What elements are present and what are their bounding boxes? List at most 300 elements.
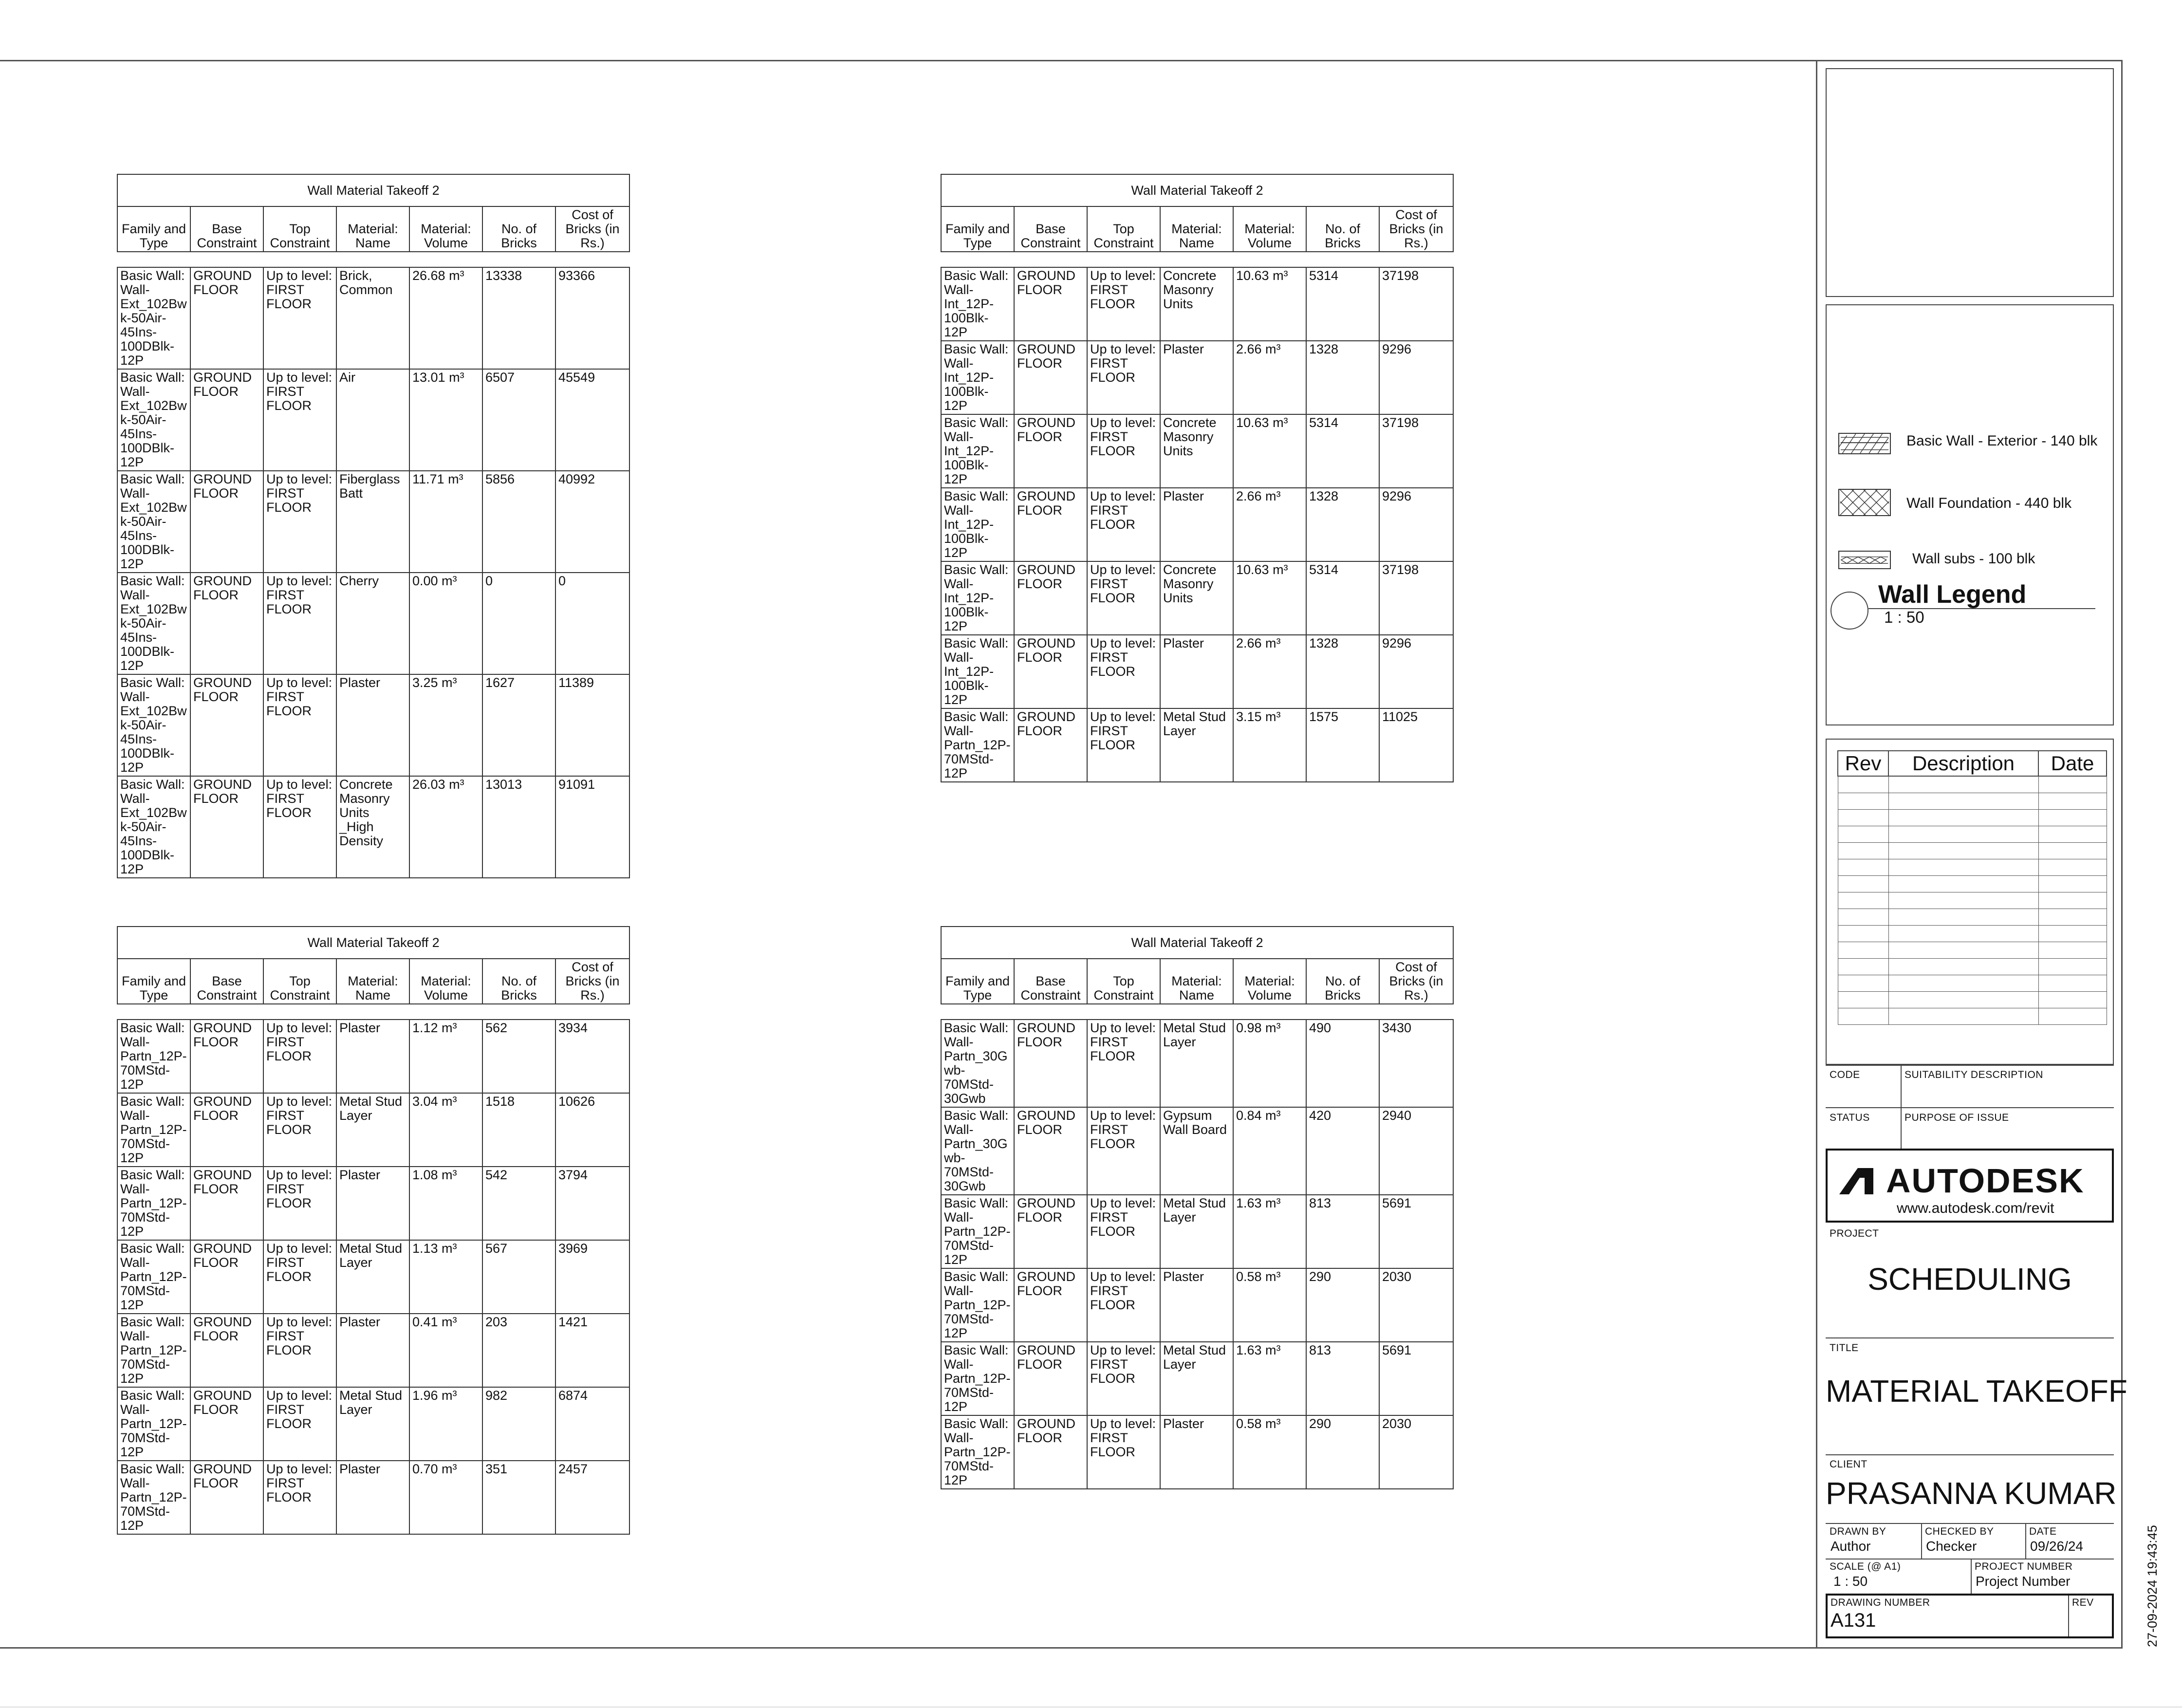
table-cell: Plaster [336, 1314, 409, 1387]
column-header: Family and Type [941, 959, 1014, 1004]
table-cell: 2.66 m³ [1233, 635, 1306, 708]
table-cell: 1.96 m³ [409, 1387, 482, 1461]
rev-column-header: Rev [1838, 751, 1888, 776]
column-header: Base Constraint [1014, 959, 1087, 1004]
table-cell: GROUND FLOOR [190, 776, 263, 878]
table-cell: Basic Wall: Wall-Partn_12P-70MStd-12P [941, 1342, 1014, 1415]
table-cell: 1328 [1306, 341, 1379, 414]
date-label: DATE [2029, 1526, 2057, 1537]
table-cell: 5691 [1379, 1195, 1453, 1268]
revision-row [1838, 776, 2107, 793]
table-row [941, 1195, 1453, 1268]
column-header: Material: Volume [1233, 206, 1306, 252]
rev-cell [1838, 776, 1888, 793]
table-cell: Basic Wall: Wall-Partn_12P-70MStd-12P [117, 1387, 190, 1461]
sheet-edge-line [0, 1707, 2182, 1708]
table-cell: Up to level: FIRST FLOOR [1087, 708, 1160, 782]
table-cell: GROUND FLOOR [1014, 708, 1087, 782]
table-cell: Fiberglass Batt [336, 471, 409, 573]
revision-row [1838, 876, 2107, 892]
table-cell: Up to level: FIRST FLOOR [1087, 1020, 1160, 1107]
table-cell: 0.00 m³ [409, 573, 482, 674]
wall-material-takeoff-schedule-2 [941, 174, 1454, 782]
table-row [117, 674, 629, 776]
wall-material-takeoff-schedule-4 [941, 926, 1454, 1489]
scale-project-number-divider [1971, 1559, 1972, 1594]
table-row [117, 1314, 629, 1387]
table-cell: 6874 [555, 1387, 629, 1461]
table-cell: 40992 [555, 471, 629, 573]
revision-row [1838, 1008, 2107, 1025]
revision-row [1838, 810, 2107, 826]
table-cell: 1.63 m³ [1233, 1342, 1306, 1415]
checked-by-label: CHECKED BY [1925, 1526, 1994, 1537]
table-row [941, 414, 1453, 488]
table-cell: 5314 [1306, 561, 1379, 635]
column-header: Family and Type [117, 959, 190, 1004]
table-cell: Gypsum Wall Board [1160, 1107, 1233, 1195]
description-cell [1888, 776, 2038, 793]
code-label: CODE [1830, 1069, 1860, 1080]
table-cell: 1.08 m³ [409, 1167, 482, 1240]
table-cell: 13.01 m³ [409, 369, 482, 471]
table-cell: 1627 [482, 674, 555, 776]
project-divider [1826, 1337, 2114, 1338]
table-cell: 490 [1306, 1020, 1379, 1107]
column-header: Family and Type [941, 206, 1014, 252]
legend-scale: 1 : 50 [1884, 608, 1924, 626]
drawn-checked-divider [1921, 1523, 1922, 1559]
table-cell: GROUND FLOOR [190, 573, 263, 674]
table-cell: Up to level: FIRST FLOOR [1087, 635, 1160, 708]
table-cell: Concrete Masonry Units _High Density [336, 776, 409, 878]
revision-row [1838, 992, 2107, 1008]
column-header: Material: Volume [1233, 959, 1306, 1004]
table-cell: GROUND FLOOR [1014, 414, 1087, 488]
table-row [117, 573, 629, 674]
legend-label-subs: Wall subs - 100 blk [1912, 551, 2035, 567]
table-cell: Metal Stud Layer [1160, 708, 1233, 782]
rev-cell [1838, 793, 1888, 810]
table-cell: 3969 [555, 1240, 629, 1314]
schedule-title: Wall Material Takeoff 2 [941, 174, 1453, 206]
table-cell: GROUND FLOOR [1014, 1020, 1087, 1107]
table-cell: GROUND FLOOR [190, 1461, 263, 1534]
table-cell: GROUND FLOOR [190, 1240, 263, 1314]
date-cell [2038, 909, 2107, 926]
table-cell: Basic Wall: Wall-Partn_12P-70MStd-12P [941, 1268, 1014, 1342]
drawing-title: MATERIAL TAKEOFF [1826, 1374, 2127, 1409]
column-header: Top Constraint [263, 959, 336, 1004]
table-cell: 203 [482, 1314, 555, 1387]
rev-cell [1838, 843, 1888, 859]
table-cell: Up to level: FIRST FLOOR [1087, 1268, 1160, 1342]
table-cell: GROUND FLOOR [1014, 1195, 1087, 1268]
table-cell: Basic Wall: Wall-Partn_30Gwb-70MStd-30Gwb [941, 1020, 1014, 1107]
table-row [117, 1020, 629, 1093]
table-cell: GROUND FLOOR [1014, 1415, 1087, 1489]
diagonal-hatch-swatch [1838, 433, 1891, 454]
table-row [941, 341, 1453, 414]
table-cell: Metal Stud Layer [336, 1387, 409, 1461]
column-header: Family and Type [117, 206, 190, 252]
date-cell [2038, 826, 2107, 843]
revision-row [1838, 926, 2107, 942]
autodesk-logo-icon [1838, 1167, 1873, 1194]
table-cell: Up to level: FIRST FLOOR [263, 1387, 336, 1461]
table-cell: 2940 [1379, 1107, 1453, 1195]
table-cell: GROUND FLOOR [190, 1387, 263, 1461]
drawing-number-value: A131 [1831, 1610, 1876, 1631]
column-header: No. of Bricks [482, 959, 555, 1004]
schedule-header-gap [941, 252, 1453, 267]
description-cell [1888, 793, 2038, 810]
rev-cell [1838, 1008, 1888, 1025]
table-row [117, 1387, 629, 1461]
date-cell [2038, 926, 2107, 942]
table-cell: 9296 [1379, 488, 1453, 561]
schedule-header-gap [117, 252, 629, 267]
table-cell: Up to level: FIRST FLOOR [1087, 267, 1160, 341]
table-cell: Up to level: FIRST FLOOR [263, 369, 336, 471]
schedule-header-gap [117, 1004, 629, 1020]
column-header: Base Constraint [190, 206, 263, 252]
table-cell: GROUND FLOOR [1014, 341, 1087, 414]
table-cell: Up to level: FIRST FLOOR [1087, 341, 1160, 414]
table-cell: 1518 [482, 1093, 555, 1167]
checked-by-value: Checker [1926, 1539, 1977, 1554]
table-cell: Up to level: FIRST FLOOR [263, 267, 336, 369]
table-cell: 0.84 m³ [1233, 1107, 1306, 1195]
suitability-label: SUITABILITY DESCRIPTION [1905, 1069, 2043, 1080]
table-cell: 813 [1306, 1195, 1379, 1268]
drawing-number-rev-divider [2068, 1596, 2069, 1636]
autodesk-wordmark: AUTODESK [1886, 1162, 2085, 1200]
table-cell: GROUND FLOOR [190, 1020, 263, 1093]
table-cell: Up to level: FIRST FLOOR [1087, 488, 1160, 561]
table-cell: 0.58 m³ [1233, 1268, 1306, 1342]
table-cell: Basic Wall: Wall-Int_12P-100Blk-12P [941, 414, 1014, 488]
rev-cell [1838, 959, 1888, 975]
description-cell [1888, 810, 2038, 826]
rev-cell [1838, 859, 1888, 876]
table-cell: Basic Wall: Wall-Partn_12P-70MStd-12P [117, 1240, 190, 1314]
schedule-title: Wall Material Takeoff 2 [117, 174, 629, 206]
table-cell: Metal Stud Layer [1160, 1342, 1233, 1415]
table-cell: 290 [1306, 1268, 1379, 1342]
revision-row [1838, 959, 2107, 975]
table-cell: 9296 [1379, 635, 1453, 708]
table-cell: 1328 [1306, 488, 1379, 561]
table-cell: 93366 [555, 267, 629, 369]
table-cell: 3.04 m³ [409, 1093, 482, 1167]
table-cell: Metal Stud Layer [336, 1093, 409, 1167]
table-cell: GROUND FLOOR [190, 1167, 263, 1240]
table-cell: 5691 [1379, 1342, 1453, 1415]
table-cell: Plaster [1160, 635, 1233, 708]
table-row [941, 267, 1453, 341]
table-cell: 10626 [555, 1093, 629, 1167]
scale-label: SCALE (@ A1) [1830, 1561, 1901, 1572]
table-cell: Basic Wall: Wall-Partn_30Gwb-70MStd-30Gwb [941, 1107, 1014, 1195]
table-cell: Basic Wall: Wall-Ext_102Bwk-50Air-45Ins-100DBlk-12P [117, 573, 190, 674]
rev-cell [1838, 892, 1888, 909]
code-column-divider [1901, 1065, 1902, 1149]
table-cell: Basic Wall: Wall-Partn_12P-70MStd-12P [117, 1461, 190, 1534]
table-cell: 542 [482, 1167, 555, 1240]
table-cell: Plaster [1160, 1268, 1233, 1342]
table-cell: 562 [482, 1020, 555, 1093]
description-cell [1888, 1008, 2038, 1025]
table-row [941, 708, 1453, 782]
table-cell: 351 [482, 1461, 555, 1534]
date-cell [2038, 892, 2107, 909]
table-cell: Concrete Masonry Units [1160, 267, 1233, 341]
cross-hatch-swatch [1838, 489, 1891, 516]
print-timestamp: 27-09-2024 19:43:45 [2145, 1525, 2160, 1647]
date-cell [2038, 776, 2107, 793]
status-label: STATUS [1830, 1112, 1870, 1123]
table-cell: 9296 [1379, 341, 1453, 414]
table-cell: GROUND FLOOR [190, 471, 263, 573]
table-cell: 1328 [1306, 635, 1379, 708]
table-cell: GROUND FLOOR [190, 369, 263, 471]
table-cell: Basic Wall: Wall-Partn_12P-70MStd-12P [941, 1415, 1014, 1489]
rev-cell [1838, 909, 1888, 926]
date-cell [2038, 942, 2107, 959]
description-cell [1888, 942, 2038, 959]
title-divider [1826, 1454, 2114, 1455]
table-cell: Concrete Masonry Units [1160, 561, 1233, 635]
table-row [117, 1093, 629, 1167]
column-header: No. of Bricks [1306, 959, 1379, 1004]
table-cell: Basic Wall: Wall-Partn_12P-70MStd-12P [117, 1314, 190, 1387]
table-cell: 45549 [555, 369, 629, 471]
table-cell: Up to level: FIRST FLOOR [1087, 1107, 1160, 1195]
code-row-divider [1826, 1065, 2114, 1066]
table-row [117, 1167, 629, 1240]
client-divider [1826, 1523, 2114, 1524]
date-cell [2038, 876, 2107, 892]
table-cell: Up to level: FIRST FLOOR [263, 1240, 336, 1314]
table-cell: 91091 [555, 776, 629, 878]
table-cell: Basic Wall: Wall-Partn_12P-70MStd-12P [117, 1093, 190, 1167]
autodesk-url: www.autodesk.com/revit [1897, 1200, 2054, 1216]
description-cell [1888, 909, 2038, 926]
table-cell: 11.71 m³ [409, 471, 482, 573]
description-cell [1888, 843, 2038, 859]
table-cell: 5314 [1306, 267, 1379, 341]
description-cell [1888, 975, 2038, 992]
date-cell [2038, 959, 2107, 975]
table-cell: Metal Stud Layer [336, 1240, 409, 1314]
column-header: Base Constraint [1014, 206, 1087, 252]
description-cell [1888, 859, 2038, 876]
table-row [117, 267, 629, 369]
table-cell: 3.25 m³ [409, 674, 482, 776]
table-cell: 0.70 m³ [409, 1461, 482, 1534]
table-row [941, 561, 1453, 635]
rev-cell [1838, 826, 1888, 843]
date-cell [2038, 992, 2107, 1008]
table-cell: 1.13 m³ [409, 1240, 482, 1314]
sheet-border-bottom [0, 1647, 2123, 1649]
description-cell [1888, 876, 2038, 892]
table-row [117, 471, 629, 573]
table-row [941, 1342, 1453, 1415]
table-cell: 2030 [1379, 1268, 1453, 1342]
rev-cell [1838, 810, 1888, 826]
table-cell: 3430 [1379, 1020, 1453, 1107]
drawing-number-label: DRAWING NUMBER [1831, 1597, 1930, 1608]
revision-row [1838, 843, 2107, 859]
table-cell: Cherry [336, 573, 409, 674]
revision-row [1838, 859, 2107, 876]
schedule-title: Wall Material Takeoff 2 [117, 927, 629, 959]
date-cell [2038, 843, 2107, 859]
table-cell: Up to level: FIRST FLOOR [263, 776, 336, 878]
table-cell: 813 [1306, 1342, 1379, 1415]
table-cell: Basic Wall: Wall-Ext_102Bwk-50Air-45Ins-100DBlk-12P [117, 471, 190, 573]
table-cell: GROUND FLOOR [1014, 635, 1087, 708]
table-cell: GROUND FLOOR [190, 1314, 263, 1387]
table-row [941, 1415, 1453, 1489]
rev-cell [1838, 942, 1888, 959]
column-header: Cost of Bricks (in Rs.) [555, 206, 629, 252]
revision-table [1837, 750, 2107, 1025]
table-cell: 5856 [482, 471, 555, 573]
column-header: Cost of Bricks (in Rs.) [1379, 959, 1453, 1004]
description-cell [1888, 992, 2038, 1008]
table-cell: 0 [555, 573, 629, 674]
table-cell: 1.63 m³ [1233, 1195, 1306, 1268]
table-cell: Up to level: FIRST FLOOR [1087, 1342, 1160, 1415]
table-cell: GROUND FLOOR [1014, 561, 1087, 635]
table-row [941, 1020, 1453, 1107]
table-cell: 6507 [482, 369, 555, 471]
table-row [941, 1268, 1453, 1342]
table-cell: 0 [482, 573, 555, 674]
table-cell: 1.12 m³ [409, 1020, 482, 1093]
table-cell: 290 [1306, 1415, 1379, 1489]
table-cell: 10.63 m³ [1233, 267, 1306, 341]
table-cell: 37198 [1379, 414, 1453, 488]
project-number-label: PROJECT NUMBER [1975, 1561, 2073, 1572]
column-header: Material: Name [336, 959, 409, 1004]
title-block-image-box [1826, 68, 2114, 297]
rev-cell [1838, 876, 1888, 892]
table-cell: 0.41 m³ [409, 1314, 482, 1387]
table-cell: Up to level: FIRST FLOOR [263, 674, 336, 776]
table-cell: Up to level: FIRST FLOOR [263, 573, 336, 674]
checked-date-divider [2025, 1523, 2026, 1559]
table-cell: Basic Wall: Wall-Ext_102Bwk-50Air-45Ins-100DBlk-12P [117, 674, 190, 776]
table-cell: Plaster [1160, 488, 1233, 561]
table-cell: GROUND FLOOR [1014, 1268, 1087, 1342]
table-cell: Basic Wall: Wall-Partn_12P-70MStd-12P [941, 708, 1014, 782]
legend-label-exterior: Basic Wall - Exterior - 140 blk [1906, 433, 2098, 449]
table-cell: Up to level: FIRST FLOOR [263, 1093, 336, 1167]
table-cell: 13013 [482, 776, 555, 878]
wall-material-takeoff-schedule-3 [117, 926, 630, 1535]
description-cell [1888, 959, 2038, 975]
table-cell: Metal Stud Layer [1160, 1020, 1233, 1107]
table-row [941, 635, 1453, 708]
project-label: PROJECT [1830, 1228, 1879, 1239]
description-cell [1888, 892, 2038, 909]
column-header: Cost of Bricks (in Rs.) [555, 959, 629, 1004]
table-cell: GROUND FLOOR [190, 1093, 263, 1167]
revision-row [1838, 942, 2107, 959]
table-cell: 2.66 m³ [1233, 488, 1306, 561]
table-cell: Basic Wall: Wall-Int_12P-100Blk-12P [941, 341, 1014, 414]
column-header: Material: Name [1160, 959, 1233, 1004]
rev-cell [1838, 926, 1888, 942]
table-cell: 13338 [482, 267, 555, 369]
table-cell: 3.15 m³ [1233, 708, 1306, 782]
table-cell: Concrete Masonry Units [1160, 414, 1233, 488]
table-cell: Basic Wall: Wall-Int_12P-100Blk-12P [941, 561, 1014, 635]
table-cell: 10.63 m³ [1233, 561, 1306, 635]
table-cell: 567 [482, 1240, 555, 1314]
purpose-label: PURPOSE OF ISSUE [1905, 1112, 2009, 1123]
date-cell [2038, 810, 2107, 826]
column-header: Top Constraint [1087, 206, 1160, 252]
date-cell [2038, 1008, 2107, 1025]
table-cell: 0.98 m³ [1233, 1020, 1306, 1107]
table-cell: 2030 [1379, 1415, 1453, 1489]
table-cell: 26.03 m³ [409, 776, 482, 878]
table-row [117, 1461, 629, 1534]
description-cell [1888, 926, 2038, 942]
view-reference-circle [1831, 592, 1868, 630]
table-cell: 11389 [555, 674, 629, 776]
table-cell: Up to level: FIRST FLOOR [263, 1461, 336, 1534]
project-number-value: Project Number [1976, 1574, 2071, 1589]
table-cell: 2457 [555, 1461, 629, 1534]
revision-rows [1838, 776, 2107, 1025]
table-cell: Basic Wall: Wall-Int_12P-100Blk-12P [941, 488, 1014, 561]
table-cell: Plaster [1160, 341, 1233, 414]
revision-row [1838, 975, 2107, 992]
table-cell: 26.68 m³ [409, 267, 482, 369]
rev-label: REV [2072, 1597, 2094, 1608]
table-cell: GROUND FLOOR [1014, 488, 1087, 561]
table-cell: Plaster [336, 674, 409, 776]
table-cell: Plaster [336, 1167, 409, 1240]
drawn-by-label: DRAWN BY [1830, 1526, 1886, 1537]
table-row [941, 1107, 1453, 1195]
table-cell: GROUND FLOOR [190, 267, 263, 369]
table-cell: GROUND FLOOR [1014, 1342, 1087, 1415]
description-cell [1888, 826, 2038, 843]
column-header: Cost of Bricks (in Rs.) [1379, 206, 1453, 252]
table-cell: Up to level: FIRST FLOOR [263, 471, 336, 573]
table-cell: 3934 [555, 1020, 629, 1093]
column-header: Material: Volume [409, 206, 482, 252]
date-cell [2038, 859, 2107, 876]
schedule-title: Wall Material Takeoff 2 [941, 927, 1453, 959]
table-cell: Up to level: FIRST FLOOR [263, 1314, 336, 1387]
column-header: Top Constraint [263, 206, 336, 252]
table-cell: GROUND FLOOR [1014, 1107, 1087, 1195]
table-cell: Plaster [336, 1020, 409, 1093]
table-cell: 420 [1306, 1107, 1379, 1195]
drawn-by-value: Author [1831, 1539, 1871, 1554]
table-cell: Plaster [336, 1461, 409, 1534]
table-cell: 37198 [1379, 561, 1453, 635]
table-cell: Basic Wall: Wall-Partn_12P-70MStd-12P [117, 1020, 190, 1093]
